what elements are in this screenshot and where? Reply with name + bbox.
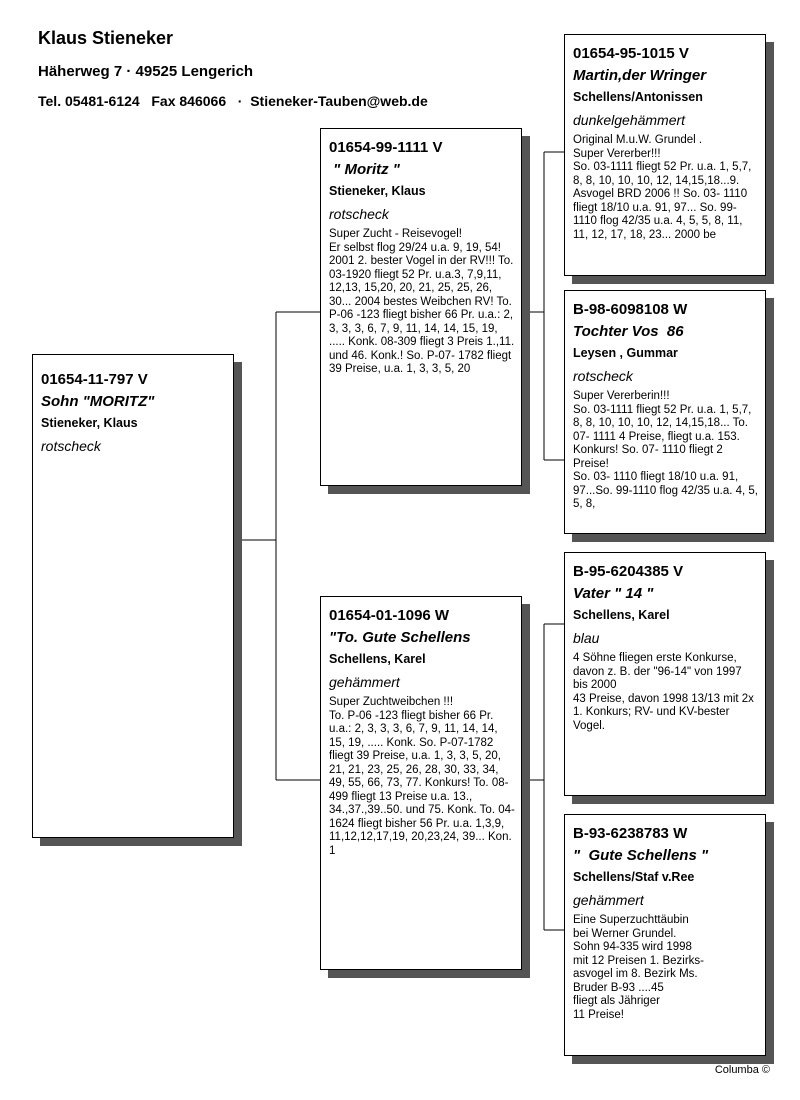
notes: 4 Söhne fliegen erste Konkurse, davon z. B. der "96-14" von 1997 bis 2000 43 Preise, davon 1998 13/13 mit 2x 1. Konkurs; RV- und KV-bester Vogel. (573, 652, 754, 732)
notes: Super Vererberin!!! So. 03-1111 fliegt 52 Pr. u.a. 1, 5,7, 8, 8, 10, 10, 10, 12, 14,15,18... To. 07- 1111 4 Preise, fliegt u.a. 153. Konkurs! So. 07- 1110 fliegt 2 Preise! So. 03- 1110 fliegt 18/10 u.a. 91, 97...So. 99-1110 flog 42/35 u.a. 4, 5, 5, 8, (573, 390, 758, 510)
breeder: Schellens/Staf v.Ree (573, 870, 695, 884)
pigeon-name: Sohn "MORITZ" (41, 393, 155, 410)
breeder: Schellens/Antonissen (573, 90, 703, 104)
ring-number: B-98-6098108 W (573, 301, 688, 318)
pigeon-name: Tochter Vos 86 (573, 323, 684, 340)
pedigree-card-sire-sire (564, 34, 766, 276)
ring-number: 01654-11-797 V (41, 371, 148, 388)
feather-color: gehämmert (573, 892, 644, 908)
pedigree-card-sire (320, 128, 522, 486)
feather-color: rotscheck (573, 368, 633, 384)
ring-number: 01654-95-1015 V (573, 45, 689, 62)
owner-name: Klaus Stieneker (38, 28, 174, 48)
notes: Eine Superzuchttäubin bei Werner Grundel. Sohn 94-335 wird 1998 mit 12 Preisen 1. Bezirks- asvogel im 8. Bezirk Ms. Bruder B-93 ....45 fliegt als Jähriger 11 Preise! (573, 914, 705, 1021)
breeder: Stieneker, Klaus (329, 184, 426, 198)
ring-number: 01654-99-1111 V (329, 139, 443, 156)
owner-contact: Tel. 05481-6124 Fax 846066 · Stieneker-Tauben@web.de (38, 93, 428, 109)
pedigree-card-sire-dam (564, 290, 766, 534)
pigeon-name: " Moritz " (329, 161, 400, 178)
pedigree-card-subject (32, 354, 234, 838)
pigeon-name: "To. Gute Schellens (329, 629, 471, 646)
notes: Super Zucht - Reisevogel! Er selbst flog 29/24 u.a. 9, 19, 54! 2001 2. bester Vogel in der RV!!! To. 03-1920 fliegt 52 Pr. u.a.3, 7,9,11, 12,13, 15,20, 20, 21, 25, 25, 26, 30... 2004 bestes Weibchen RV! To. P-06 -123 fliegt bisher 66 Pr. u.a.: 2, 3, 3, 3, 6, 7, 9, 11, 14, 14, 15, 19, ..... Konk. 08-309 fliegt 3 Preis 1.,11. und 46. Konk.! So. P-07- 1782 fliegt 39 Preise, u.a. 1, 3, 3, 5, 20 (329, 228, 515, 375)
pedigree-card-dam-sire (564, 552, 766, 796)
feather-color: rotscheck (329, 206, 389, 222)
owner-address: Häherweg 7 · 49525 Lengerich (38, 63, 254, 80)
feather-color: rotscheck (41, 438, 101, 454)
breeder: Schellens, Karel (573, 608, 670, 622)
breeder: Stieneker, Klaus (41, 416, 138, 430)
pigeon-name: Vater " 14 " (573, 585, 654, 602)
feather-color: dunkelgehämmert (573, 112, 686, 128)
pedigree-card-dam (320, 596, 522, 970)
pigeon-name: " Gute Schellens " (573, 847, 709, 864)
ring-number: 01654-01-1096 W (329, 607, 450, 624)
breeder: Leysen , Gummar (573, 346, 678, 360)
pedigree-card-dam-dam (564, 814, 766, 1056)
ring-number: B-95-6204385 V (573, 563, 684, 580)
feather-color: blau (573, 630, 600, 646)
notes: Super Zuchtweibchen !!! To. P-06 -123 fliegt bisher 66 Pr. u.a.: 2, 3, 3, 3, 6, 7, 9, 11, 14, 14, 15, 19, ..... Konk. So. P-07-1782 fliegt 39 Preise, u.a. 1, 3, 3, 5, 20, 21, 21, 23, 25, 26, 28, 30, 33, 34, 49, 55, 66, 73, 77. Konkurs! To. 08-499 fliegt 13 Preise u.a. 13., 34.,37.,39..50. und 75. Konk. To. 04-1624 fliegt bisher 56 Pr. u.a. 1,3,9, 11,12,12,17,19, 20,23,24, 39... Kon. 1 (329, 696, 515, 857)
footer-credit: Columba © (714, 1064, 770, 1076)
notes: Original M.u.W. Grundel . Super Vererber!!! So. 03-1111 fliegt 52 Pr. u.a. 1, 5,7, 8, 8, 10, 10, 10, 12, 14,15,18...9. Asvogel BRD 2006 !! So. 03- 1110 fliegt 18/10 u.a. 91, 97... So. 99-1110 flog 42/35 u.a. 4, 5, 5, 8, 11, 11, 12, 17, 18, 23... 2000 be (573, 134, 752, 241)
feather-color: gehämmert (329, 674, 400, 690)
pigeon-name: Martin,der Wringer (573, 67, 707, 84)
ring-number: B-93-6238783 W (573, 825, 688, 842)
breeder: Schellens, Karel (329, 652, 426, 666)
